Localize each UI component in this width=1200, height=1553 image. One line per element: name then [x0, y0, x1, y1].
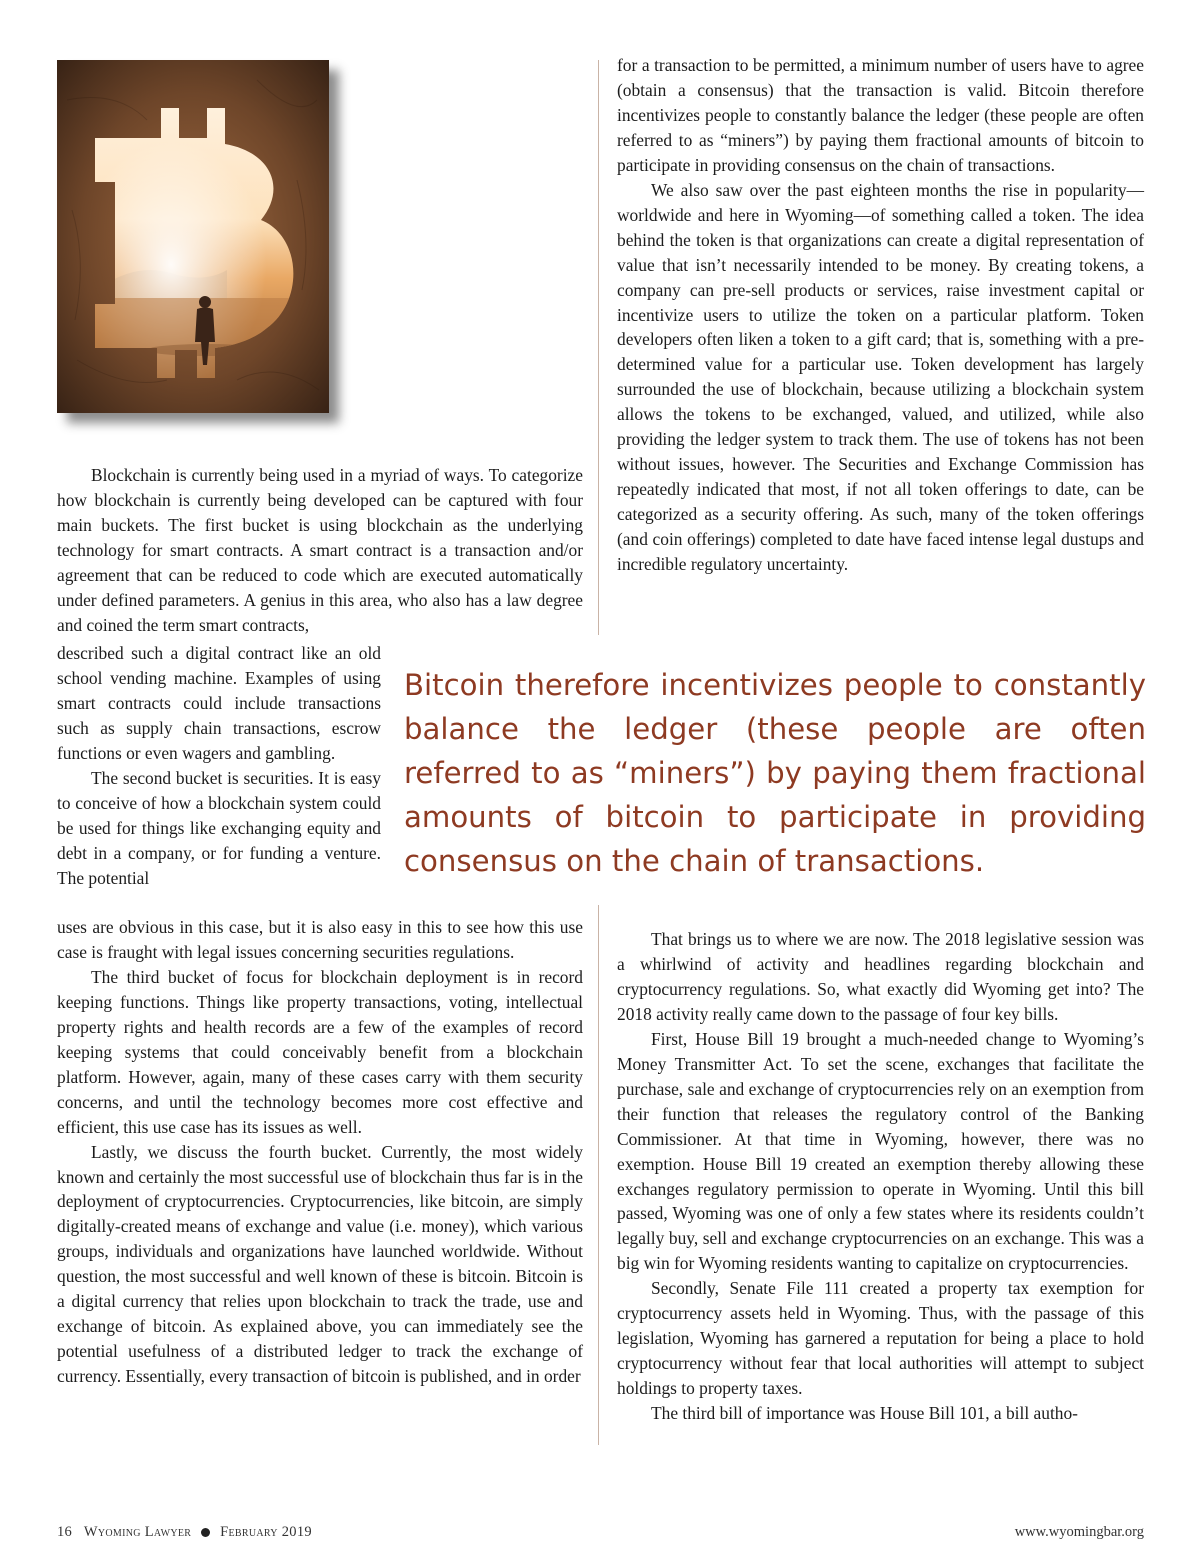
- paragraph: Secondly, Senate File 111 created a property tax exemption for cryptocurrency assets held in Wyoming. Thus, with the passage of this legislation, Wyoming has garnered a reputation for being a place to hold cryptocurrency without fear that local authorities will attempt to subject holdings to property taxes.: [617, 1278, 1144, 1399]
- paragraph: The third bill of importance was House Bill 101, a bill autho-: [651, 1403, 1078, 1424]
- right-column-top: [617, 53, 1144, 577]
- paragraph: That brings us to where we are now. The 2018 legislative session was a whirlwind of activity and headlines regarding blockchain and cryptocurrency regulations. So, what exactly did Wyoming get into? The 2018 activity really came down to the passage of four key bills.: [617, 929, 1144, 1024]
- website-url: www.wyomingbar.org: [1014, 1524, 1144, 1540]
- publication-name: Wyoming Lawyer: [83, 1524, 192, 1540]
- page-footer: [57, 1524, 312, 1541]
- pull-quote: Bitcoin therefore incentivizes people to constantly balance the ledger (these people are often referred to as “miners”) by paying them fractional amounts of bitcoin to participate in providing consensus on the chain of transactions.: [404, 668, 1146, 878]
- right-column-bottom: [617, 927, 1144, 1426]
- bitcoin-landscape-image: [57, 60, 329, 413]
- column-divider-bottom: [598, 905, 599, 1445]
- column-divider-top: [598, 60, 599, 635]
- bitcoin-illustration: [57, 60, 329, 413]
- paragraph: The third bucket of focus for blockchain deployment is in record keeping functions. Things like property transactions, voting, intellectual property rights and health records are a few of the examples of record keeping systems that could conceivably benefit from a blockchain platform. However, again, many of these cases carry with them security concerns, and until the technology becomes more cost effective and efficient, this use case has its issues as well.: [57, 966, 583, 1137]
- paragraph: described such a digital contract like an old school vending machine. Examples of using smart contracts could include transactions such as supply chain transactions, escrow functions or even wagers and gambling.: [57, 643, 381, 763]
- paragraph: uses are obvious in this case, but it is also easy in this to see how this use case is fraught with legal issues concerning securities regulations.: [57, 917, 583, 962]
- left-column-bottom: [57, 915, 583, 1389]
- paragraph: The second bucket is securities. It is easy to conceive of how a blockchain system could be used for things like exchanging equity and debt in a company, or for funding a venture. The potential: [57, 767, 381, 888]
- paragraph: Blockchain is currently being used in a myriad of ways. To categorize how blockchain is currently being developed can be captured with four main buckets. The first bucket is using blockchain as the underlying technology for smart contracts. A smart contract is a transaction and/or agreement that can be reduced to code which are executed automatically under defined parameters. A genius in this area, who also has a law degree and coined the term smart contracts,: [57, 465, 583, 635]
- left-column-narrow: [57, 641, 381, 891]
- paragraph: Lastly, we discuss the fourth bucket. Currently, the most widely known and certainly the most successful use of blockchain thus far is in the deployment of cryptocurrencies. Cryptocurrencies, like bitcoin, are simply digitally-created means of exchange and value (i.e. money), which various groups, individuals and organizations have launched worldwide. Without question, the most successful and well known of these is bitcoin. Bitcoin is a digital currency that relies upon blockchain to track the trade, use and exchange of bitcoin. As explained above, you can immediately see the potential usefulness of a distributed ledger to track the exchange of currency. Essentially, every transaction of bitcoin is published, and in order: [57, 1141, 583, 1387]
- bullet-icon: [201, 1528, 210, 1537]
- paragraph: First, House Bill 19 brought a much-needed change to Wyoming’s Money Transmitter Act. To set the scene, exchanges that facilitate the purchase, sale and exchange of cryptocurrencies rely on an exemption from their function that releases the regulatory control of the Banking Commissioner. At that time in Wyoming, however, there was no exemption. House Bill 19 created an exemption thereby allowing these exchanges regulatory permission to operate in Wyoming. Until this bill passed, Wyoming was one of only a few states where its residents couldn’t legally buy, sell and exchange cryptocurrencies on an exchange. This was a big win for Wyoming residents wanting to capitalize on cryptocurrencies.: [617, 1028, 1144, 1274]
- left-column-top: [57, 463, 583, 638]
- issue-date: February 2019: [220, 1524, 312, 1540]
- paragraph: We also saw over the past eighteen months the rise in popularity—worldwide and here in Wyoming—of something called a token. The idea behind the token is that organizations can create a digital representation of value that isn’t necessarily intended to be money. By creating tokens, a company can pre-sell products or services, raise investment capital or incentivize users to utilize the token on a particular platform. Token developers often liken a token to a gift card; that is, something with a pre-determined value for a particular use. Token development has largely surrounded the use of blockchain, because utilizing a blockchain system allows the tokens to be exchanged, valued, and utilized, while also providing the ledger system to track them. The use of tokens has not been without issues, however. The Securities and Exchange Commission has repeatedly indicated that most, if not all token offerings to date, can be categorized as a security offering. As such, many of the token offerings (and coin offerings) completed to date have faced intense legal dustups and incredible regulatory uncertainty.: [617, 179, 1144, 575]
- paragraph: for a transaction to be permitted, a minimum number of users have to agree (obtain a consensus) that the transaction is valid. Bitcoin therefore incentivizes people to constantly balance the ledger (these people are often referred to as “miners”) by paying them fractional amounts of bitcoin to participate in providing consensus on the chain of transactions.: [617, 55, 1144, 175]
- page-number: 16: [57, 1524, 73, 1540]
